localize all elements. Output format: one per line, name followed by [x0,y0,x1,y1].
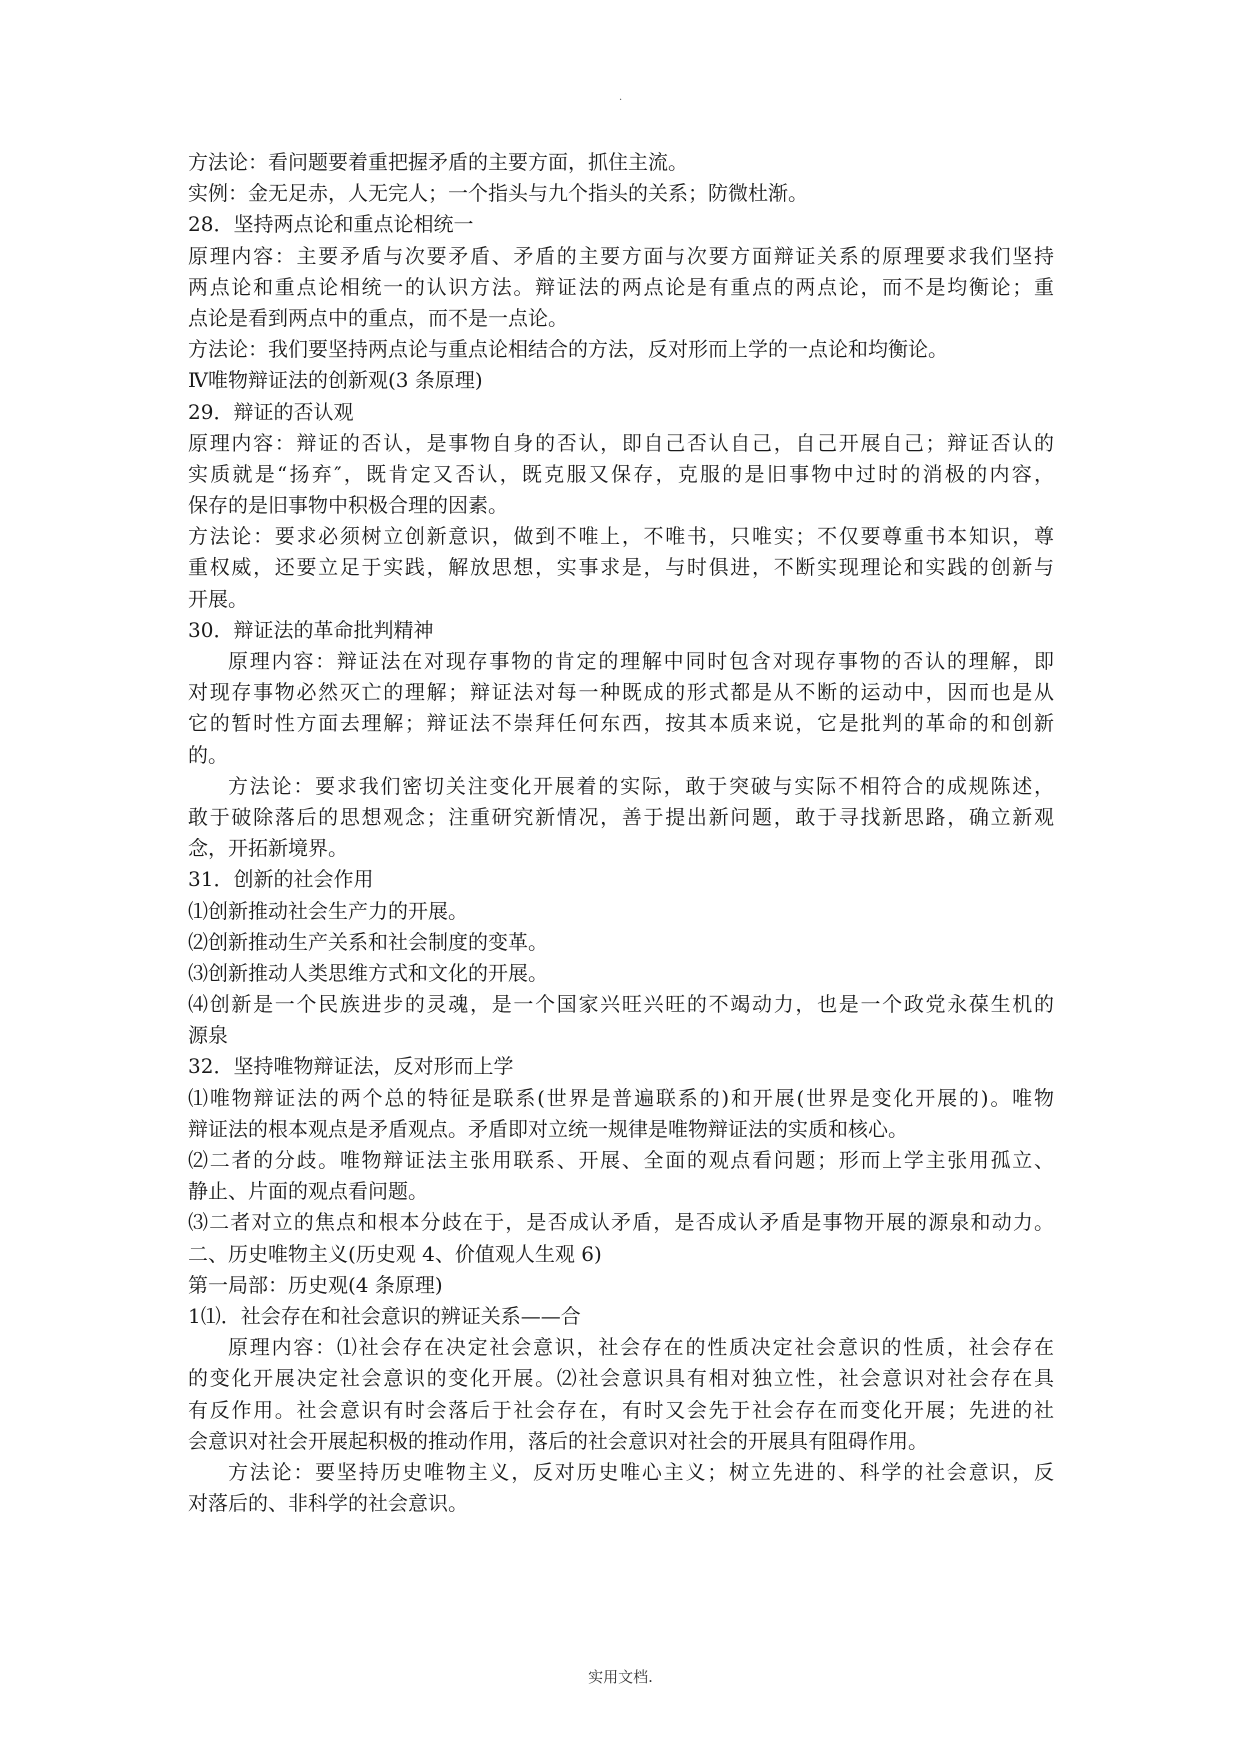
text-line: 静止、片面的观点看问题。 [188,1179,428,1204]
text-line: 对落后的、非科学的社会意识。 [188,1491,468,1516]
text-line: ⑶二者对立的焦点和根本分歧在于，是否成认矛盾，是否成认矛盾是事物开展的源泉和动力。 [188,1210,1054,1235]
text-line: 保存的是旧事物中积极合理的因素。 [188,493,508,518]
text-line: 源泉 [188,1023,228,1048]
text-line: ⑶创新推动人类思维方式和文化的开展。 [188,960,548,985]
text-line: 辩证法的根本观点是矛盾观点。矛盾即对立统一规律是唯物辩证法的实质和核心。 [188,1116,908,1141]
text-line: 的。 [188,742,228,767]
text-line: Ⅳ唯物辩证法的创新观(3 条原理) [188,368,483,393]
text-line: 点论是看到两点中的重点，而不是一点论。 [188,305,568,330]
text-line: 原理内容：辩证的否认，是事物自身的否认，即自己否认自己，自己开展自己；辩证否认的 [188,430,1054,455]
text-line: 会意识对社会开展起积极的推动作用，落后的社会意识对社会的开展具有阻碍作用。 [188,1428,928,1453]
text-line: 方法论：看问题要着重把握矛盾的主要方面，抓住主流。 [188,150,688,174]
text-line: 念，开拓新境界。 [188,836,348,861]
text-line: 方法论：要求必须树立创新意识，做到不唯上，不唯书，只唯实；不仅要尊重书本知识，尊 [188,524,1054,549]
text-line: 开展。 [188,586,248,611]
text-line: 32．坚持唯物辩证法，反对形而上学 [188,1054,514,1079]
text-line: ⑵二者的分歧。唯物辩证法主张用联系、开展、全面的观点看问题；形而上学主张用孤立、 [188,1148,1054,1172]
document-body [188,147,1054,1519]
text-line: 重权威，还要立足于实践，解放思想，实事求是，与时俱进，不断实现理论和实践的创新与 [188,555,1054,580]
text-line: ⑵创新推动生产关系和社会制度的变革。 [188,929,548,954]
text-line: 的变化开展决定社会意识的变化开展。⑵社会意识具有相对独立性，社会意识对社会存在具 [188,1366,1054,1391]
text-line: ⑴唯物辩证法的两个总的特征是联系(世界是普遍联系的)和开展(世界是变化开展的)。唯物 [188,1085,1054,1110]
text-line: 实质就是“扬弃″，既肯定又否认，既克服又保存，克服的是旧事物中过时的消极的内容， [188,461,1054,486]
text-line: 29．辩证的否认观 [188,399,354,424]
page-top-mark: . [619,92,623,103]
text-line: 原理内容：⑴社会存在决定社会意识，社会存在的性质决定社会意识的性质，社会存在 [228,1335,1054,1360]
text-line: 实例：金无足赤，人无完人；一个指头与九个指头的关系；防微杜渐。 [188,181,808,206]
text-line: 有反作用。社会意识有时会落后于社会存在，有时又会先于社会存在而变化开展；先进的社 [188,1397,1054,1422]
text-line: 它的暂时性方面去理解；辩证法不崇拜任何东西，按其本质来说，它是批判的革命的和创新 [188,711,1054,736]
text-line: 第一局部：历史观(4 条原理) [188,1272,443,1297]
text-line: 1⑴．社会存在和社会意识的辨证关系——合 [188,1303,581,1328]
text-line: 28．坚持两点论和重点论相统一 [188,212,474,237]
text-line: 敢于破除落后的思想观念；注重研究新情况，善于提出新问题，敢于寻找新思路，确立新观 [188,804,1054,829]
text-line: 方法论：要坚持历史唯物主义，反对历史唯心主义；树立先进的、科学的社会意识，反 [228,1459,1054,1484]
text-line: 原理内容：辩证法在对现存事物的肯定的理解中同时包含对现存事物的否认的理解，即 [228,649,1054,673]
text-line: ⑷创新是一个民族进步的灵魂，是一个国家兴旺兴旺的不竭动力，也是一个政党永葆生机的 [188,992,1054,1017]
text-line: ⑴创新推动社会生产力的开展。 [188,898,468,923]
text-line: 对现存事物必然灭亡的理解；辩证法对每一种既成的形式都是从不断的运动中，因而也是从 [188,680,1054,705]
text-line: 二、历史唯物主义(历史观 4、价值观人生观 6) [188,1241,602,1266]
text-line: 30．辩证法的革命批判精神 [188,617,434,642]
text-line: 方法论：我们要坚持两点论与重点论相结合的方法，反对形而上学的一点论和均衡论。 [188,337,948,362]
text-line: 原理内容：主要矛盾与次要矛盾、矛盾的主要方面与次要方面辩证关系的原理要求我们坚持 [188,243,1054,268]
page-footer: 实用文档. [588,1668,653,1686]
text-line: 31．创新的社会作用 [188,867,374,892]
text-line: 两点论和重点论相统一的认识方法。辩证法的两点论是有重点的两点论，而不是均衡论；重 [188,274,1054,299]
text-line: 方法论：要求我们密切关注变化开展着的实际，敢于突破与实际不相符合的成规陈述， [228,773,1054,798]
